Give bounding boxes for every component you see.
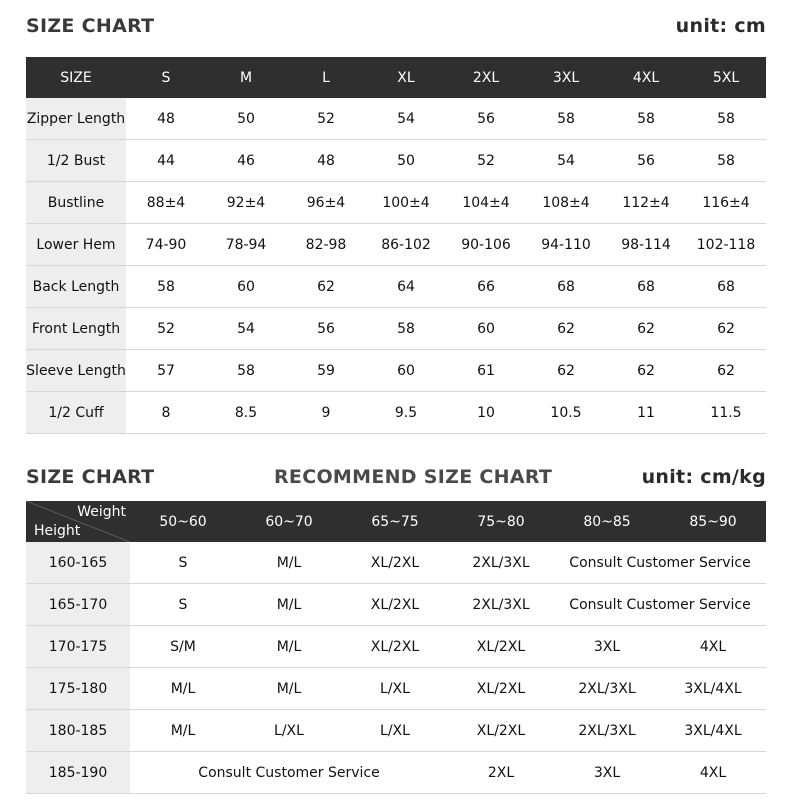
measurement-cell: 96±4 (306, 194, 346, 211)
measurement-cell: 60 (477, 320, 495, 337)
measurement-cell: 60 (237, 278, 255, 295)
measurement-cell: 94-110 (541, 236, 591, 253)
table-row (26, 182, 766, 224)
recommended-size-cell: M/L (170, 680, 196, 697)
measurement-cell: 8.5 (234, 404, 258, 421)
measurement-cell: 62 (557, 320, 575, 337)
measurement-cell: 58 (237, 362, 255, 379)
measurement-cell: 8 (161, 404, 171, 421)
recommended-size-cell: 3XL/4XL (684, 680, 742, 697)
recommend-chart-unit: unit: cm/kg (641, 466, 766, 488)
measurement-cell: 56 (317, 320, 335, 337)
measurement-cell: 116±4 (702, 194, 750, 211)
table-row (26, 392, 766, 434)
recommend-header-row (26, 501, 766, 542)
height-range-label: 180-185 (26, 710, 130, 752)
size-header-cell: L (322, 69, 330, 86)
measurement-cell: 86-102 (381, 236, 431, 253)
measurement-cell: 58 (157, 278, 175, 295)
weight-header-cell: 75~80 (477, 513, 525, 530)
weight-header-cell: 80~85 (583, 513, 631, 530)
recommend-chart-title: SIZE CHART (26, 466, 155, 488)
measurement-cell: 104±4 (462, 194, 510, 211)
table-row (26, 584, 766, 626)
table-row (26, 308, 766, 350)
measurement-cell: 52 (317, 110, 335, 127)
measurement-cell: 68 (637, 278, 655, 295)
size-chart-body (26, 98, 766, 434)
recommended-size-cell: S/M (170, 638, 196, 655)
size-header-cell: 4XL (632, 69, 660, 86)
measurement-cell: 62 (637, 362, 655, 379)
measurement-cell: 56 (637, 152, 655, 169)
table-row (26, 710, 766, 752)
recommend-chart-subtitle: RECOMMEND SIZE CHART (274, 466, 553, 488)
height-range-label: 160-165 (26, 542, 130, 584)
measurement-cell: 64 (397, 278, 415, 295)
corner-height-label: Height (34, 523, 81, 539)
height-range-label: 175-180 (26, 668, 130, 710)
table-row (26, 668, 766, 710)
measurement-cell: 44 (157, 152, 175, 169)
table-row (26, 266, 766, 308)
measurement-cell: 9 (321, 404, 331, 421)
measurement-cell: 60 (397, 362, 415, 379)
recommended-size-cell: XL/2XL (476, 722, 526, 739)
measurement-cell: 62 (717, 320, 735, 337)
recommended-size-cell: 3XL/4XL (684, 722, 742, 739)
recommended-size-cell: XL/2XL (370, 638, 420, 655)
measurement-cell: 11 (637, 404, 655, 421)
measurement-cell: 10 (477, 404, 495, 421)
measurement-cell: 82-98 (305, 236, 347, 253)
measurement-cell: 58 (637, 110, 655, 127)
measurement-label: Zipper Length (26, 98, 126, 140)
recommended-size-cell: 3XL (593, 638, 621, 655)
measurement-cell: 58 (397, 320, 415, 337)
size-header-cell: 3XL (552, 69, 580, 86)
recommended-size-cell: 4XL (699, 764, 727, 781)
measurement-cell: 100±4 (382, 194, 430, 211)
recommend-size-table (26, 501, 766, 794)
recommended-size-cell: Consult Customer Service (198, 764, 380, 781)
measurement-cell: 58 (717, 110, 735, 127)
measurement-cell: 50 (397, 152, 415, 169)
recommended-size-cell: S (178, 554, 188, 571)
size-column-header: SIZE (26, 57, 126, 98)
measurement-cell: 59 (317, 362, 335, 379)
recommended-size-cell: 2XL/3XL (472, 554, 530, 571)
weight-header-cell: 65~75 (371, 513, 419, 530)
measurement-cell: 56 (477, 110, 495, 127)
measurement-cell: 54 (397, 110, 415, 127)
measurement-cell: 9.5 (394, 404, 418, 421)
recommended-size-cell: 2XL/3XL (472, 596, 530, 613)
measurement-cell: 90-106 (461, 236, 511, 253)
measurement-label: 1/2 Cuff (26, 392, 126, 434)
measurement-cell: 62 (317, 278, 335, 295)
measurement-cell: 62 (717, 362, 735, 379)
recommended-size-cell: M/L (276, 680, 302, 697)
measurement-cell: 52 (157, 320, 175, 337)
measurement-label: Front Length (26, 308, 126, 350)
recommended-size-cell: L/XL (380, 722, 410, 739)
recommended-size-cell: M/L (276, 638, 302, 655)
measurement-cell: 62 (557, 362, 575, 379)
table-row (26, 752, 766, 794)
measurement-cell: 88±4 (146, 194, 186, 211)
measurement-cell: 92±4 (226, 194, 266, 211)
recommended-size-cell: L/XL (274, 722, 304, 739)
recommended-size-cell: XL/2XL (370, 596, 420, 613)
recommended-size-cell: XL/2XL (370, 554, 420, 571)
measurement-cell: 68 (557, 278, 575, 295)
measurement-cell: 68 (717, 278, 735, 295)
size-header-cell: S (161, 69, 171, 86)
measurement-cell: 102-118 (696, 236, 756, 253)
measurement-label: Lower Hem (26, 224, 126, 266)
height-range-label: 185-190 (26, 752, 130, 794)
size-chart-header (26, 15, 766, 41)
weight-header-cell: 50~60 (159, 513, 207, 530)
size-header-cell: 5XL (712, 69, 740, 86)
recommended-size-cell: Consult Customer Service (569, 596, 751, 613)
measurement-cell: 50 (237, 110, 255, 127)
table-row (26, 98, 766, 140)
size-chart-header-row (26, 57, 766, 98)
size-header-cell: M (239, 69, 253, 86)
recommend-body (26, 542, 766, 794)
measurement-cell: 48 (317, 152, 335, 169)
height-range-label: 170-175 (26, 626, 130, 668)
recommended-size-cell: XL/2XL (476, 638, 526, 655)
corner-weight-label: Weight (77, 504, 126, 520)
measurement-cell: 78-94 (225, 236, 267, 253)
recommended-size-cell: 2XL/3XL (578, 680, 636, 697)
recommended-size-cell: M/L (170, 722, 196, 739)
measurement-label: Bustline (26, 182, 126, 224)
recommended-size-cell: S (178, 596, 188, 613)
measurement-label: Back Length (26, 266, 126, 308)
size-chart-unit: unit: cm (675, 15, 766, 37)
measurement-cell: 58 (557, 110, 575, 127)
table-row (26, 140, 766, 182)
recommended-size-cell: L/XL (380, 680, 410, 697)
table-row (26, 542, 766, 584)
table-row (26, 350, 766, 392)
recommended-size-cell: Consult Customer Service (569, 554, 751, 571)
recommended-size-cell: 2XL (487, 764, 515, 781)
measurement-cell: 98-114 (621, 236, 671, 253)
recommended-size-cell: 3XL (593, 764, 621, 781)
weight-header-cell: 85~90 (689, 513, 737, 530)
measurement-cell: 62 (637, 320, 655, 337)
measurement-cell: 61 (477, 362, 495, 379)
measurement-cell: 54 (237, 320, 255, 337)
recommended-size-cell: M/L (276, 596, 302, 613)
size-header-cell: 2XL (472, 69, 500, 86)
size-chart-title: SIZE CHART (26, 15, 155, 37)
measurement-cell: 52 (477, 152, 495, 169)
measurement-cell: 58 (717, 152, 735, 169)
recommended-size-cell: 2XL/3XL (578, 722, 636, 739)
recommended-size-cell: XL/2XL (476, 680, 526, 697)
measurement-label: 1/2 Bust (26, 140, 126, 182)
measurement-cell: 112±4 (622, 194, 670, 211)
size-header-cell: XL (397, 69, 415, 86)
measurement-cell: 11.5 (710, 404, 742, 421)
table-row (26, 626, 766, 668)
recommended-size-cell: 4XL (699, 638, 727, 655)
measurement-cell: 46 (237, 152, 255, 169)
measurement-cell: 57 (157, 362, 175, 379)
measurement-cell: 54 (557, 152, 575, 169)
height-range-label: 165-170 (26, 584, 130, 626)
measurement-cell: 66 (477, 278, 495, 295)
table-row (26, 224, 766, 266)
measurement-cell: 74-90 (145, 236, 187, 253)
measurement-cell: 10.5 (550, 404, 582, 421)
weight-header-cell: 60~70 (265, 513, 313, 530)
recommended-size-cell: M/L (276, 554, 302, 571)
measurement-cell: 48 (157, 110, 175, 127)
size-chart-table (26, 57, 766, 434)
measurement-label: Sleeve Length (26, 350, 126, 392)
weight-height-corner (26, 501, 130, 542)
recommend-chart-header (26, 466, 766, 492)
measurement-cell: 108±4 (542, 194, 590, 211)
